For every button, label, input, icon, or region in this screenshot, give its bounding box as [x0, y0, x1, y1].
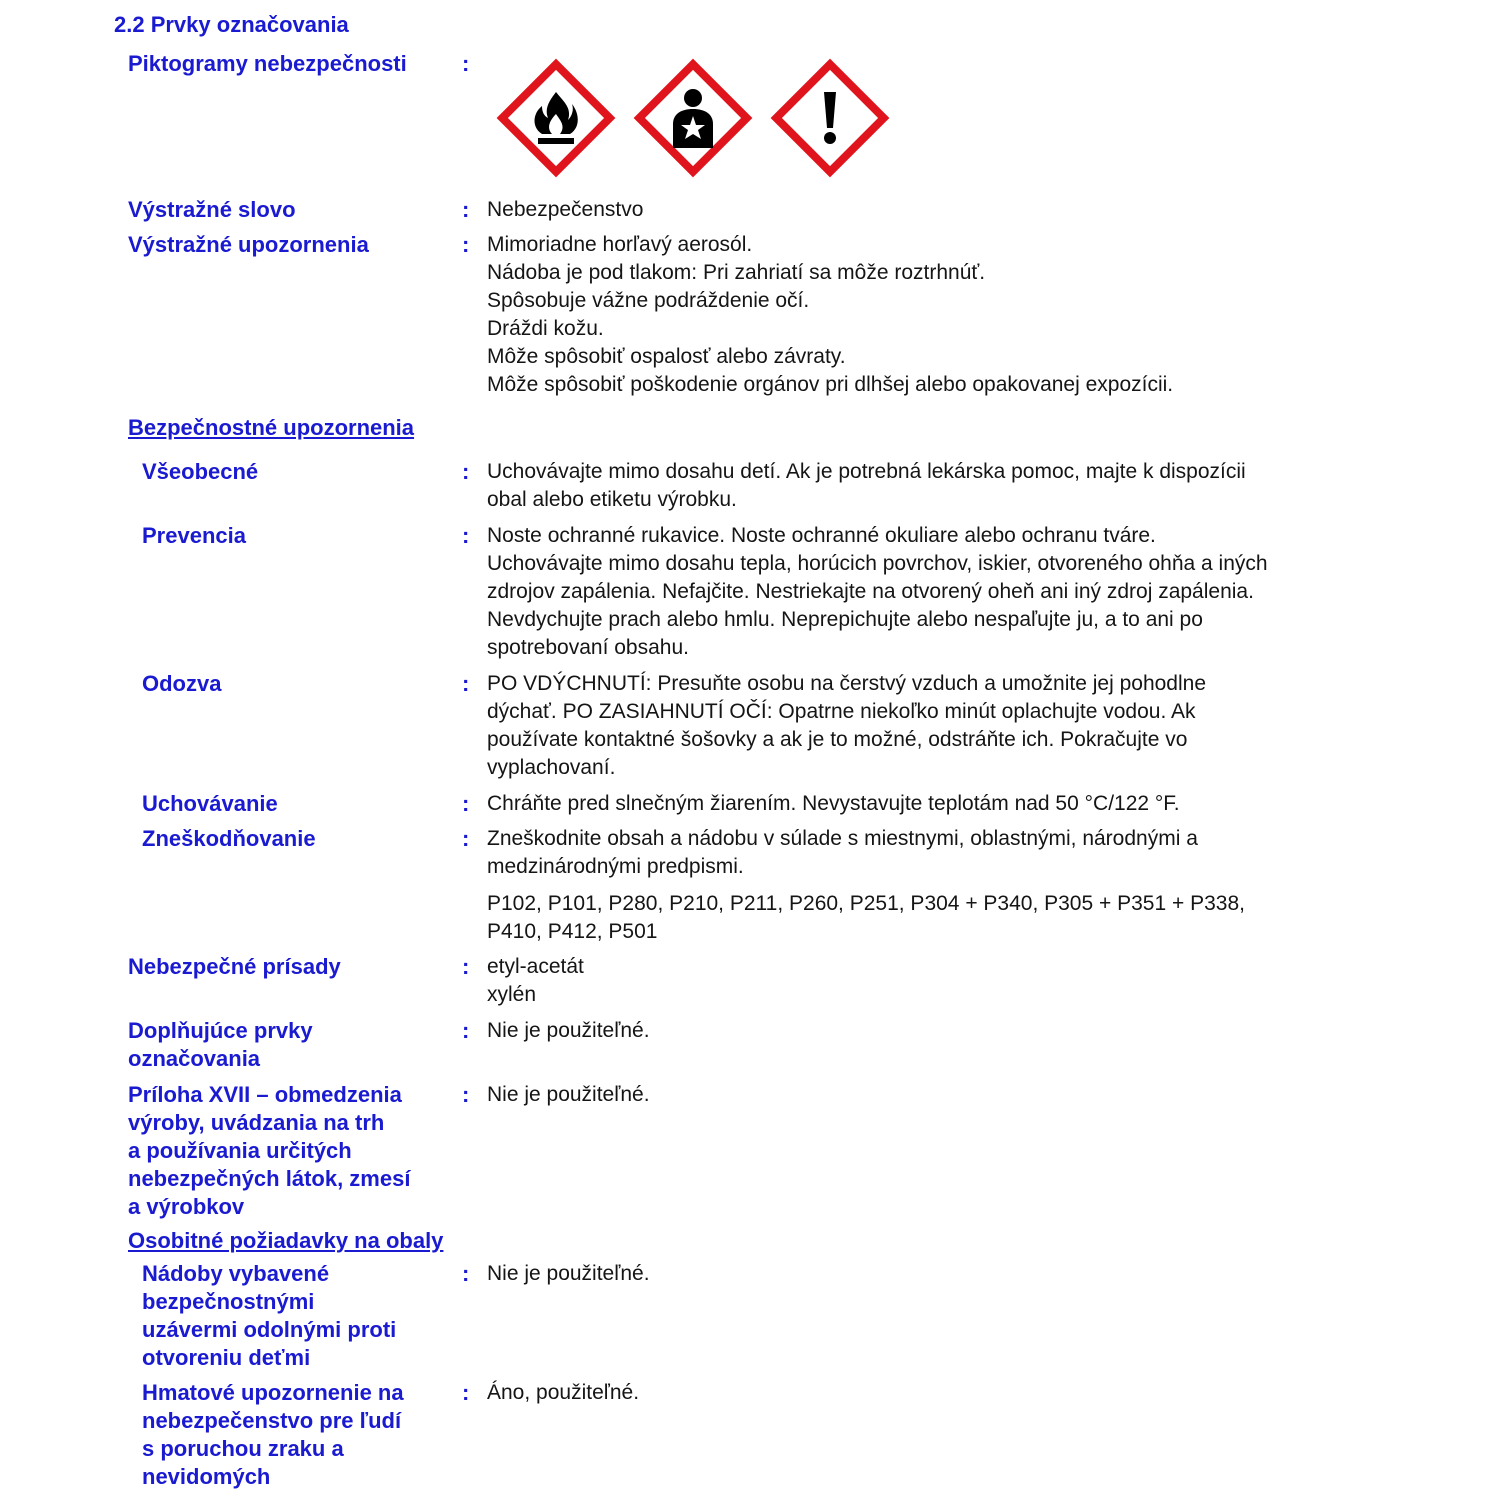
hazard-line: Môže spôsobiť ospalosť alebo závraty. [487, 345, 846, 368]
ingredients-label: Nebezpečné prísady [128, 954, 341, 979]
annex-xvii-colon: : [462, 1082, 470, 1107]
exclamation-mark-icon [770, 58, 890, 178]
precautionary-title: Bezpečnostné upozornenia [128, 415, 415, 440]
annex-xvii-value: Nie je použiteľné. [487, 1083, 650, 1106]
signal-word-value: Nebezpečenstvo [487, 198, 644, 221]
codes-line: P102, P101, P280, P210, P211, P260, P251, P304 + P340, P305 + P351 + P338, [487, 892, 1245, 915]
prevention-label: Prevencia [142, 523, 246, 548]
storage-value: Chráňte pred slnečným žiarením. Nevystavujte teplotám nad 50 °C/122 °F. [487, 792, 1180, 815]
tactile-warning-label: Hmatové upozornenie na nebezpečenstvo pre ľudí s poruchou zraku a nevidomých [142, 1380, 404, 1489]
child-resistant-value: Nie je použiteľné. [487, 1262, 650, 1285]
prevention-colon: : [462, 523, 470, 548]
supplemental-colon: : [462, 1018, 470, 1043]
ingredient-item: etyl-acetát [487, 955, 584, 978]
prevention-line: zdrojov zapálenia. Nefajčite. Nestriekajte na otvorený oheň ani iný zdroj zapálenia. [487, 580, 1254, 603]
page-heading: 2.2 Prvky označovania [114, 12, 349, 37]
response-line: PO VDÝCHNUTÍ: Presuňte osobu na čerstvý vzduch a umožnite jej pohodlne [487, 672, 1207, 695]
disposal-value [487, 825, 1387, 881]
storage-colon: : [462, 791, 470, 816]
hazard-line: Spôsobuje vážne podráždenie očí. [487, 289, 810, 312]
general-colon: : [462, 459, 470, 484]
disposal-line: Zneškodnite obsah a nádobu v súlade s miestnymi, oblastnými, národnými a [487, 827, 1198, 850]
hazard-line: Môže spôsobiť poškodenie orgánov pri dlhšej alebo opakovanej expozícii. [487, 373, 1174, 396]
prevention-line: spotrebovaní obsahu. [487, 636, 689, 659]
child-resistant-colon: : [462, 1261, 470, 1286]
annex-xvii-label: Príloha XVII – obmedzenia výroby, uvádzania na trh a používania určitých nebezpečných látok, zmesí a výrobkov [128, 1082, 411, 1219]
tactile-warning-colon: : [462, 1380, 470, 1405]
signal-word-colon: : [462, 197, 470, 222]
disposal-colon: : [462, 826, 470, 851]
hazard-statements-label: Výstražné upozornenia [128, 232, 369, 257]
storage-label: Uchovávanie [142, 791, 278, 816]
signal-word-label: Výstražné slovo [128, 197, 296, 222]
pictograms-colon: : [462, 51, 470, 76]
tactile-warning-value: Áno, použiteľné. [487, 1381, 640, 1404]
flame-icon [496, 58, 616, 178]
response-colon: : [462, 671, 470, 696]
prevention-line: Uchovávajte mimo dosahu tepla, horúcich povrchov, iskier, otvoreného ohňa a iných [487, 552, 1268, 575]
health-hazard-icon [633, 58, 753, 178]
precautionary-codes [487, 890, 1387, 946]
response-label: Odozva [142, 671, 222, 696]
pictograms-label: Piktogramy nebezpečnosti [128, 51, 407, 76]
prevention-line: Nevdychujte prach alebo hmlu. Neprepichujte alebo nespaľujte ju, a to ani po [487, 608, 1203, 631]
general-value [487, 458, 1387, 514]
disposal-label: Zneškodňovanie [142, 826, 316, 851]
ingredients-value [487, 953, 1387, 1009]
ingredient-item: xylén [487, 983, 537, 1006]
response-value [487, 670, 1387, 782]
response-line: vyplachovaní. [487, 756, 616, 779]
codes-line: P410, P412, P501 [487, 920, 658, 943]
general-line: obal alebo etiketu výrobku. [487, 488, 737, 511]
prevention-value [487, 522, 1387, 662]
hazard-statements-value [487, 231, 1387, 399]
supplemental-value: Nie je použiteľné. [487, 1019, 650, 1042]
child-resistant-label: Nádoby vybavené bezpečnostnými uzávermi odolnými proti otvoreniu deťmi [142, 1261, 397, 1370]
general-label: Všeobecné [142, 459, 259, 484]
supplemental-label: Doplňujúce prvky označovania [128, 1018, 313, 1071]
ingredients-colon: : [462, 954, 470, 979]
response-line: používate kontaktné šošovky a ak je to možné, odstráňte ich. Pokračujte vo [487, 728, 1188, 751]
general-line: Uchovávajte mimo dosahu detí. Ak je potrebná lekárska pomoc, majte k dispozícii [487, 460, 1246, 483]
response-line: dýchať. PO ZASIAHNUTÍ OČÍ: Opatrne niekoľko minút oplachujte vodou. Ak [487, 700, 1196, 723]
hazard-line: Mimoriadne horľavý aerosól. [487, 233, 753, 256]
prevention-line: Noste ochranné rukavice. Noste ochranné okuliare alebo ochranu tváre. [487, 524, 1156, 547]
packaging-title: Osobitné požiadavky na obaly [128, 1228, 444, 1253]
hazard-line: Nádoba je pod tlakom: Pri zahriatí sa môže roztrhnúť. [487, 261, 986, 284]
disposal-line: medzinárodnými predpismi. [487, 855, 744, 878]
hazard-statements-colon: : [462, 232, 470, 257]
hazard-line: Dráždi kožu. [487, 317, 604, 340]
